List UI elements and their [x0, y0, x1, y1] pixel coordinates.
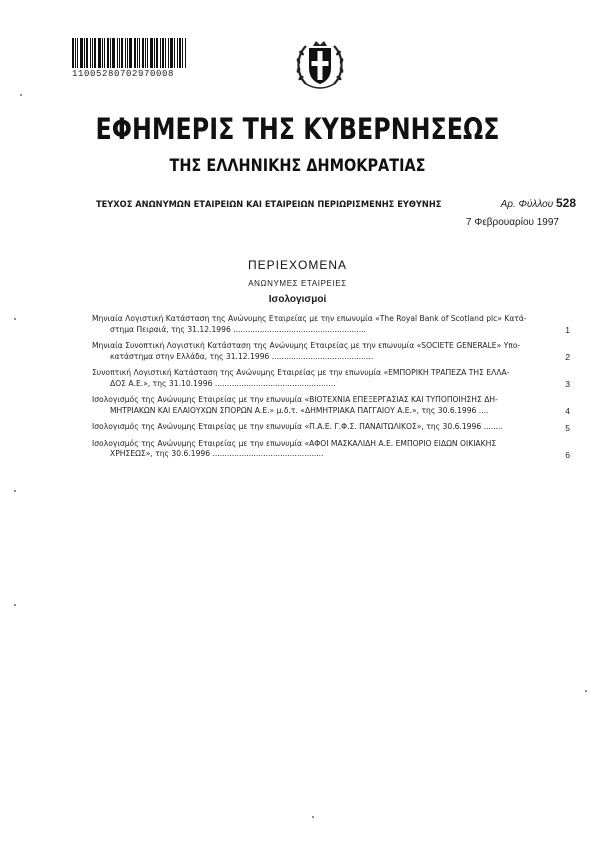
- barcode-bar: [119, 38, 120, 68]
- issue-sheet-number: 528: [555, 196, 576, 210]
- barcode-bars: [72, 38, 192, 68]
- scan-speck: [14, 604, 16, 606]
- entry-page-number: 5: [565, 422, 570, 433]
- barcode-bar: [139, 38, 140, 68]
- barcode-bar: [107, 38, 109, 68]
- barcode-bar: [154, 38, 155, 68]
- barcode-bar: [134, 38, 136, 68]
- barcode-bar: [94, 38, 96, 68]
- entry-page-number: 4: [565, 406, 570, 416]
- barcode: [72, 38, 192, 79]
- scan-speck: [14, 318, 16, 320]
- issue-sheet: [501, 196, 576, 210]
- issue-line: [96, 196, 576, 210]
- contents-list: [92, 314, 570, 466]
- contents-entry[interactable]: [92, 368, 570, 389]
- scan-speck: [20, 94, 22, 96]
- barcode-bar: [160, 38, 161, 68]
- contents-entry[interactable]: [92, 439, 570, 460]
- barcode-bar: [127, 38, 128, 68]
- entry-page-number: 3: [565, 379, 570, 389]
- entry-page-number: 1: [565, 325, 570, 335]
- barcode-bar: [150, 38, 153, 68]
- issue-type: ΤΕΥΧΟΣ ΑΝΩΝΥΜΩΝ ΕΤΑΙΡΕΙΩΝ ΚΑΙ ΕΤΑΙΡΕΙΩΝ ΠΕΡΙΩΡΙΣΜΕΝΗΣ ΕΥΘΥΝΗΣ: [96, 200, 442, 210]
- barcode-bar: [77, 38, 78, 68]
- barcode-bar: [84, 38, 85, 68]
- barcode-bar: [125, 38, 126, 68]
- contents-entry[interactable]: [92, 422, 570, 433]
- scan-speck: [312, 816, 314, 818]
- barcode-bar: [72, 38, 74, 68]
- entry-page-number: 6: [565, 449, 570, 460]
- barcode-bar: [98, 38, 101, 68]
- gazette-title: ΕΦΗΜΕΡΙΣ ΤΗΣ ΚΥΒΕΡΝΗΣΕΩΣ: [95, 112, 500, 146]
- coat-of-arms-icon: [292, 34, 348, 94]
- entry-line-2: κατάστημα στην Ελλάδα, της 31.12.1996 ..........................................: [110, 351, 374, 361]
- scan-speck: [14, 490, 16, 492]
- contents-entry[interactable]: [92, 341, 570, 362]
- barcode-bar: [165, 38, 166, 68]
- barcode-bar: [185, 38, 186, 68]
- barcode-bar: [110, 38, 111, 68]
- barcode-bar: [170, 38, 173, 68]
- barcode-bar: [177, 38, 178, 68]
- contents-entry[interactable]: [92, 395, 570, 416]
- entry-line-2: ΔΟΣ Α.Ε.», της 31.10.1996 ..................................................: [110, 378, 336, 388]
- issue-sheet-label: Αρ. Φύλλου: [500, 199, 554, 210]
- entry-line-1: Μηνιαία Λογιστική Κατάσταση της Ανώνυμης Εταιρείας με την επωνυμία «The Royal Bank of Scotland plc» Κατά-: [92, 314, 527, 323]
- barcode-bar: [92, 38, 93, 68]
- barcode-bar: [102, 38, 103, 68]
- barcode-bar: [156, 38, 158, 68]
- barcode-bar: [80, 38, 83, 68]
- barcode-bar: [137, 38, 138, 68]
- barcode-bar: [168, 38, 169, 68]
- barcode-bar: [142, 38, 144, 68]
- contents-heading: ΠΕΡΙΕΧΟΜΕΝΑ: [247, 258, 348, 272]
- entry-line-2: στημα Πειραιά, της 31.12.1996 .......................................................: [110, 324, 366, 334]
- barcode-bar: [121, 38, 123, 68]
- barcode-bar: [182, 38, 183, 68]
- section-heading: ΑΝΩΝΥΜΕΣ ΕΤΑΙΡΕΙΕΣ: [248, 279, 347, 288]
- barcode-bar: [90, 38, 91, 68]
- barcode-bar: [112, 38, 115, 68]
- subsection-heading: Ισολογισμοί: [268, 294, 327, 305]
- barcode-bar: [145, 38, 146, 68]
- entry-line-1: Μηνιαία Συνοπτική Λογιστική Κατάσταση της Ανώνυμης Εταιρείας με την επωνυμία «SOCIETE GENERALE» Υπο-: [92, 341, 521, 350]
- scan-speck: [585, 690, 587, 692]
- contents-entry[interactable]: [92, 314, 570, 335]
- entry-line-2: ΜΗΤΡΙΑΚΩΝ ΚΑΙ ΕΛΑΙΟΥΧΩΝ ΣΠΟΡΩΝ Α.Ε.» μ.δ.τ. «ΔΗΜΗΤΡΙΑΚΑ ΠΑΓΓΑΙΟΥ Α.Ε.», της 30.6.1996 ....: [110, 405, 489, 415]
- barcode-bar: [117, 38, 118, 68]
- entry-page-number: 2: [565, 352, 570, 362]
- entry-line-1: Συνοπτική Λογιστική Κατάσταση της Ανώνυμης Εταιρείας με την επωνυμία «ΕΜΠΟΡΙΚΗ ΤΡΑΠΕΖΑ ΤΗΣ ΕΛΛΑ-: [92, 368, 510, 377]
- gazette-subtitle: ΤΗΣ ΕΛΛΗΝΙΚΗΣ ΔΗΜΟΚΡΑΤΙΑΣ: [169, 156, 426, 176]
- entry-line-1: Ισολογισμός της Ανώνυμης Εταιρείας με την επωνυμία «ΒΙΟΤΕΧΝΙΑ ΕΠΕΞΕΡΓΑΣΙΑΣ ΚΑΙ ΤΥΠΟΠΟΙΗΣΗΣ ΔΗ-: [92, 395, 498, 404]
- issue-date: 7 Φεβρουαρίου 1997: [466, 217, 559, 228]
- entry-line-1: Ισολογισμός της Ανώνυμης Εταιρείας με την επωνυμία «Π.Α.Ε. Γ.Φ.Σ. ΠΑΝΑΙΤΩΛΙΚΟΣ», της 30.6.1996 ........: [92, 422, 503, 431]
- barcode-bar: [147, 38, 148, 68]
- barcode-bar: [86, 38, 88, 68]
- entry-line-1: Ισολογισμός της Ανώνυμης Εταιρείας με την επωνυμία «ΑΦΟΙ ΜΑΣΚΑΛΙΔΗ Α.Ε. ΕΜΠΟΡΙΟ ΕΙΔΩΝ ΟΙΚΙΑΚΗΣ: [92, 438, 497, 448]
- entry-line-2: ΧΡΗΣΕΩΣ», της 30.6.1996 ..............................................: [110, 449, 324, 458]
- barcode-bar: [75, 38, 76, 68]
- barcode-bar: [162, 38, 164, 68]
- barcode-bar: [174, 38, 175, 68]
- barcode-bar: [129, 38, 132, 68]
- barcode-bar: [104, 38, 105, 68]
- barcode-bar: [179, 38, 181, 68]
- barcode-number: 11005280702970008: [72, 69, 175, 79]
